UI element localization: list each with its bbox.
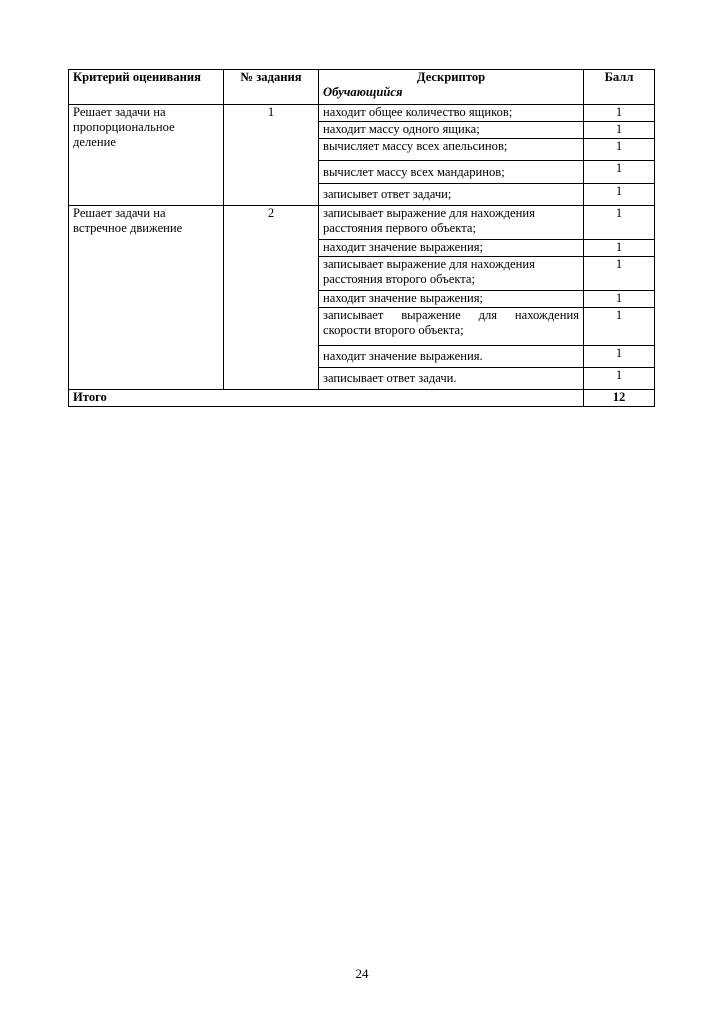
descriptor-cell: записывет ответ задачи; xyxy=(319,184,584,206)
header-row xyxy=(69,70,655,105)
score-cell: 1 xyxy=(584,139,655,161)
score-cell: 1 xyxy=(584,291,655,308)
header-score: Балл xyxy=(584,70,655,105)
descriptor-cell: записывает выражение для нахождения скорости второго объекта; xyxy=(319,308,584,346)
header-criterion: Критерий оценивания xyxy=(69,70,224,105)
descriptor-cell: находит массу одного ящика; xyxy=(319,122,584,139)
score-cell: 1 xyxy=(584,184,655,206)
score-cell: 1 xyxy=(584,346,655,368)
descriptor-cell: вычисляет массу всех апельсинов; xyxy=(319,139,584,161)
descriptor-cell: находит значение выражения; xyxy=(319,291,584,308)
table-row xyxy=(69,206,655,240)
header-descriptor-title: Дескриптор xyxy=(416,70,486,84)
total-row xyxy=(69,390,655,407)
table-row xyxy=(69,105,655,122)
descriptor-cell: записывает ответ задачи. xyxy=(319,368,584,390)
score-cell: 1 xyxy=(584,368,655,390)
descriptor-cell: вычислет массу всех мандаринов; xyxy=(319,161,584,184)
score-cell: 1 xyxy=(584,105,655,122)
descriptor-cell: записывает выражение для нахождения расстояния второго объекта; xyxy=(319,257,584,291)
score-cell: 1 xyxy=(584,122,655,139)
page-number: 24 xyxy=(355,966,369,981)
assessment-rubric-table xyxy=(68,69,655,407)
descriptor-cell: записывает выражение для нахождения расстояния первого объекта; xyxy=(319,206,584,240)
task-number-cell: 1 xyxy=(224,105,319,206)
descriptor-cell: находит значение выражения. xyxy=(319,346,584,368)
score-cell: 1 xyxy=(584,308,655,346)
descriptor-cell: находит общее количество ящиков; xyxy=(319,105,584,122)
header-descriptor-sub: Обучающийся xyxy=(323,85,403,99)
score-cell: 1 xyxy=(584,206,655,240)
task-number-cell: 2 xyxy=(224,206,319,390)
descriptor-cell: находит значение выражения; xyxy=(319,240,584,257)
header-task-number: № задания xyxy=(224,70,319,105)
score-cell: 1 xyxy=(584,240,655,257)
criterion-cell: Решает задачи на пропорциональное деление xyxy=(69,105,224,206)
score-cell: 1 xyxy=(584,257,655,291)
total-label: Итого xyxy=(69,390,584,407)
criterion-cell: Решает задачи на встречное движение xyxy=(69,206,224,390)
header-descriptor xyxy=(319,70,584,105)
total-score: 12 xyxy=(584,390,655,407)
score-cell: 1 xyxy=(584,161,655,184)
